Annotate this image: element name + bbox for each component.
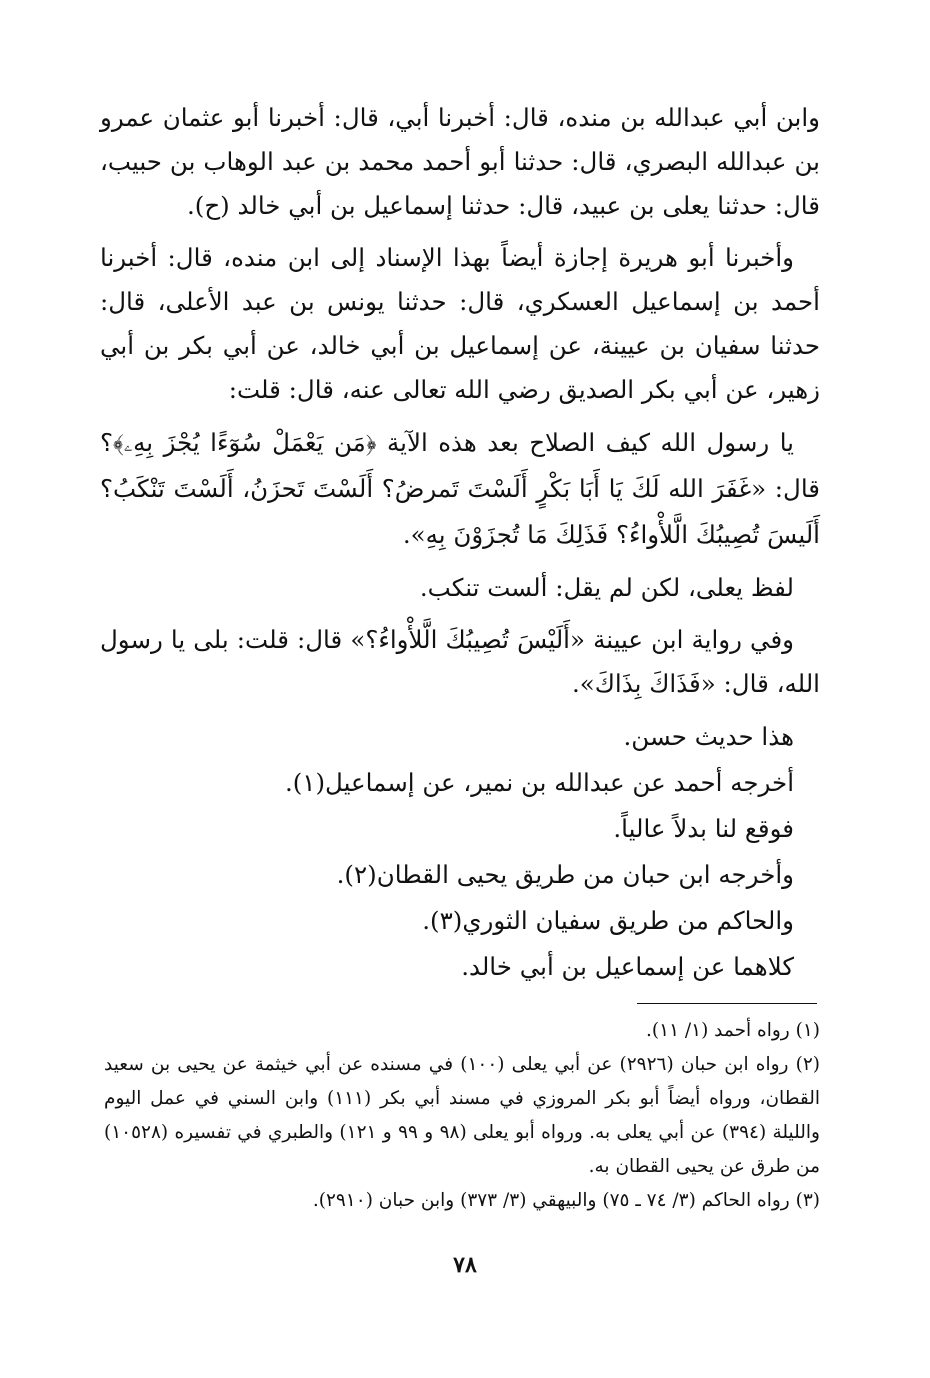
- footnotes: [104, 1014, 820, 1218]
- badal-line: فوقع لنا بدلاً عالياً.: [613, 814, 794, 843]
- page-number: ٧٨: [453, 1252, 477, 1278]
- paragraph-isnad-2: وأخبرنا أبو هريرة إجازة أيضاً بهذا الإسناد إلى ابن منده، قال: أخبرنا أحمد بن إسماعيل العسكري، قال: حدثنا يونس بن عبد الأعلى، قال: حدثنا سفيان بن عيينة، عن إسماعيل بن أبي خالد، عن أبي بكر بن أبي زهير، عن أبي بكر الصديق رضي الله تعالى عنه، قال: قلت:: [100, 243, 820, 404]
- paragraph-yala-wording: لفظ يعلى، لكن لم يقل: ألست تنكب.: [419, 573, 794, 602]
- footnote-1: (١) رواه أحمد (١/ ١١).: [646, 1020, 820, 1041]
- footnote-3: (٣) رواه الحاكم (٣/ ٧٤ ـ ٧٥) والبيهقي (٣/ ٣٧٣) وابن حبان (٢٩١٠).: [312, 1190, 820, 1211]
- both-from-ismail-line: كلاهما عن إسماعيل بن أبي خالد.: [461, 952, 794, 981]
- footnote-divider: [637, 1003, 817, 1004]
- takhrij-ahmad-line: أخرجه أحمد عن عبدالله بن نمير، عن إسماعيل(١).: [284, 768, 794, 797]
- main-text: [100, 96, 820, 990]
- paragraph-ibn-uyaynah-narration: وفي رواية ابن عيينة «أَلَيْسَ تُصِيبُكَ الَّلأْواءُ؟» قال: قلت: بلى يا رسول الله، قال: «فَذَاكَ بِذَاكَ».: [100, 625, 820, 698]
- grading-line: هذا حديث حسن.: [623, 722, 794, 751]
- takhrij-ibn-hibban-line: وأخرجه ابن حبان من طريق يحيى القطان(٢).: [336, 860, 794, 889]
- paragraph-isnad-1: وابن أبي عبدالله بن منده، قال: أخبرنا أبي، قال: أخبرنا أبو عثمان عمرو بن عبدالله البصري، قال: حدثنا أبو أحمد محمد بن عبد الوهاب بن حبيب، قال: حدثنا يعلى بن عبيد، قال: حدثنا إسماعيل بن أبي خالد (ح).: [100, 103, 820, 220]
- paragraph-hadith-text: يا رسول الله كيف الصلاح بعد هذه الآية ﴿مَن يَعْمَلْ سُوٓءًا يُجْزَ بِهِۦ﴾؟ قال: «غَفَرَ الله لَكَ يَا أَبَا بَكْرٍ أَلَسْتَ تَمرضُ؟ أَلَسْتَ تَحزَنُ، أَلَسْتَ تَنْكَبُ؟ أَلَيسَ تُصِيبُكَ الَّلأْواءُ؟ فَذَلِكَ مَا تُجزَوْنَ بِهِ».: [100, 428, 820, 549]
- footnote-2: (٢) رواه ابن حبان (٢٩٢٦) عن أبي يعلى (١٠٠) في مسنده عن أبي خيثمة عن يحيى بن سعيد القطان، ورواه أيضاً أبو بكر المروزي في مسند أبي بكر (١١١) وابن السني في عمل اليوم والليلة (٣٩٤) عن أبي يعلى به. ورواه أبو يعلى (٩٨ و ٩٩ و ١٢١) والطبري في تفسيره (١٠٥٢٨) من طرق عن يحيى القطان به.: [104, 1054, 821, 1177]
- takhrij-hakim-line: والحاكم من طريق سفيان الثوري(٣).: [422, 906, 794, 935]
